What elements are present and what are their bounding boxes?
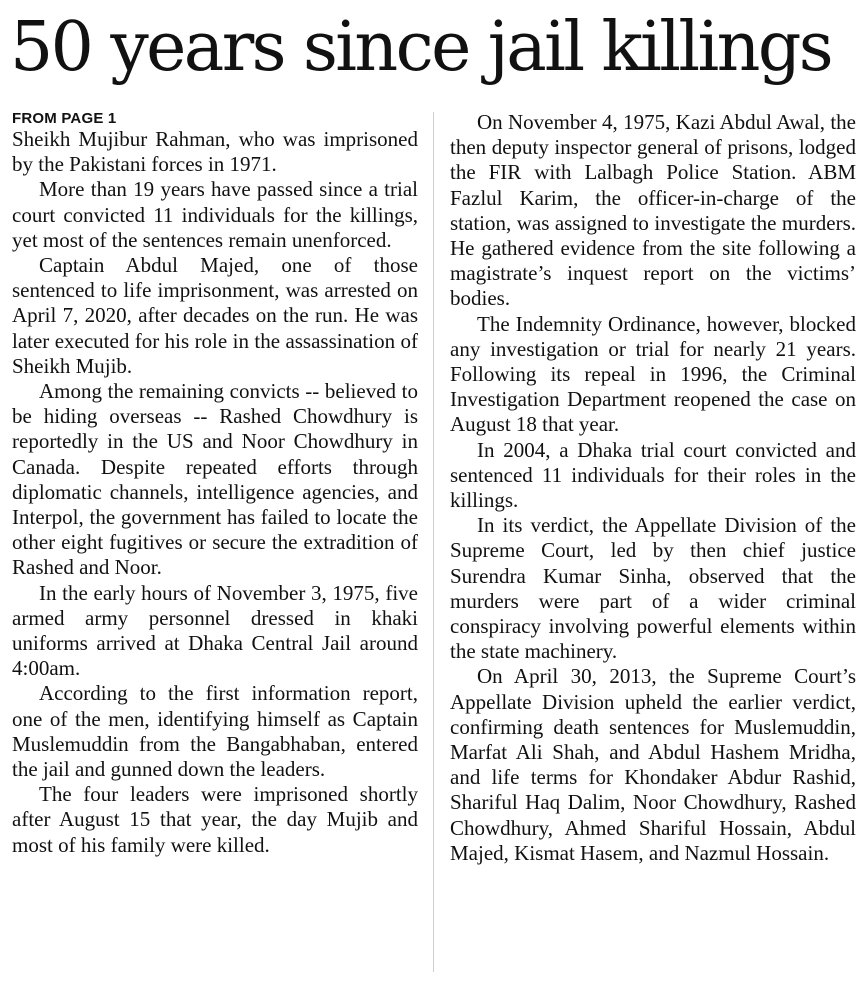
headline: 50 years since jail killings (10, 8, 832, 87)
article-paragraph: The four leaders were imprisoned shortly after August 15 that year, the day Mujib and most of his family were killed. (12, 782, 418, 857)
article-column-left (12, 110, 418, 858)
column-divider (433, 112, 434, 972)
article-paragraph: Among the remaining convicts -- believed to be hiding overseas -- Rashed Chowdhury is reportedly in the US and Noor Chowdhury in Canada. Despite repeated efforts through diplomatic channels, intelligence agencies, and Interpol, the government has failed to locate the other eight fugitives or secure the extradition of Rashed and Noor. (12, 379, 418, 580)
article-paragraph: Sheikh Mujibur Rahman, who was imprisoned by the Pakistani forces in 1971. (12, 127, 418, 177)
article-paragraph: In its verdict, the Appellate Division of the Supreme Court, led by then chief justice Surendra Kumar Sinha, observed that the murders were part of a wider criminal conspiracy involving powerful elements within the state machinery. (450, 513, 856, 664)
continuation-kicker: FROM PAGE 1 (12, 110, 117, 127)
article-paragraph: Captain Abdul Majed, one of those sentenced to life imprisonment, was arrested on April 7, 2020, after decades on the run. He was later executed for his role in the assassination of Sheikh Mujib. (12, 253, 418, 378)
article-paragraph: More than 19 years have passed since a trial court convicted 11 individuals for the killings, yet most of the sentences remain unenforced. (12, 177, 418, 252)
article-paragraph: In 2004, a Dhaka trial court convicted and sentenced 11 individuals for their roles in the killings. (450, 437, 856, 513)
article-column-right (450, 110, 856, 866)
article-paragraph: On November 4, 1975, Kazi Abdul Awal, the then deputy inspector general of prisons, lodged the FIR with Lalbagh Police Station. ABM Fazlul Karim, the officer-in-charge of the station, was assigned to investigate the murders. He gathered evidence from the site following a magistrate’s inquest report on the victims’ bodies. (450, 110, 856, 311)
article-paragraph: According to the first information report, one of the men, identifying himself as Captain Muslemuddin from the Bangabhaban, entered the jail and gunned down the leaders. (12, 681, 418, 782)
article-paragraph: On April 30, 2013, the Supreme Court’s Appellate Division upheld the earlier verdict, confirming death sentences for Muslemuddin, Marfat Ali Shah, and Abdul Hashem Mridha, and life terms for Khondaker Abdur Rashid, Shariful Haq Dalim, Noor Chowdhury, Rashed Chowdhury, Ahmed Shariful Hossain, Abdul Majed, Kismat Hasem, and Nazmul Hossain. (450, 664, 856, 865)
article-paragraph: The Indemnity Ordinance, however, blocked any investigation or trial for nearly 21 years. Following its repeal in 1996, the Criminal Investigation Department reopened the case on August 18 that year. (450, 311, 856, 437)
article-paragraph: In the early hours of November 3, 1975, five armed army personnel dressed in khaki uniforms arrived at Dhaka Central Jail around 4:00am. (12, 580, 418, 681)
